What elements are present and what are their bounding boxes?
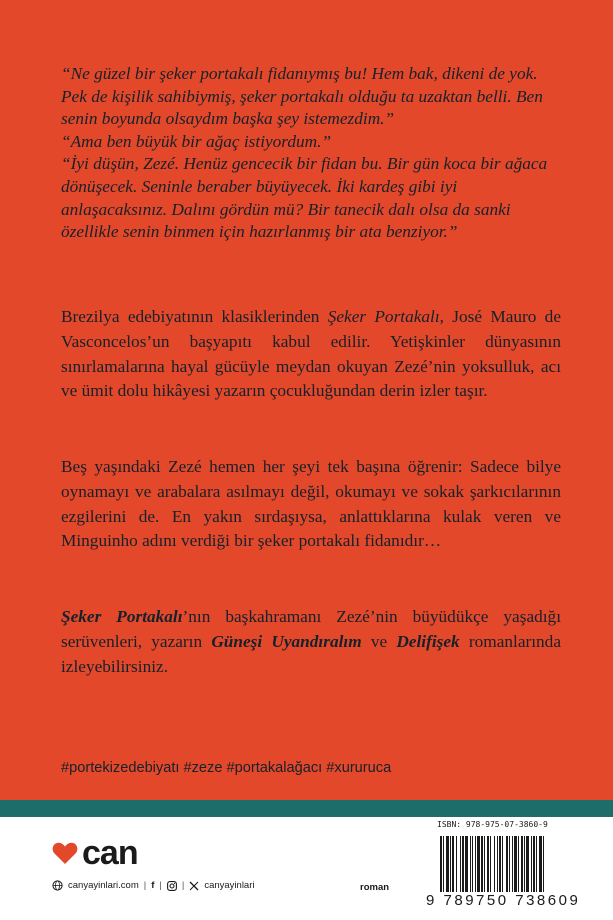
p1-book-title: Şeker Portakalı <box>327 307 440 326</box>
isbn-label: ISBN: 978-975-07-3860-9 <box>437 820 548 829</box>
p3-text-a: ’nın başkahramanı Zezé’nin büyüdükçe yaşadığı serüvenleri, yazarın <box>61 607 561 651</box>
barcode-bar <box>481 836 483 892</box>
social-handle[interactable]: canyayinlari <box>204 880 255 891</box>
barcode-bar <box>487 836 489 892</box>
barcode-bar <box>472 836 473 892</box>
barcode-bar <box>477 836 480 892</box>
isbn-digits: 9 789750 738609 <box>426 892 581 909</box>
barcode-bar <box>456 836 457 892</box>
barcode-bar <box>512 836 513 892</box>
instagram-icon[interactable] <box>167 881 177 891</box>
p3-book-title-2: Güneşi Uyandıralım <box>211 631 362 651</box>
barcode-bar <box>446 836 449 892</box>
barcode <box>438 836 588 896</box>
barcode-bar <box>475 836 476 892</box>
teal-band <box>0 800 613 817</box>
barcode-bar <box>470 836 471 892</box>
description-paragraph-3 <box>61 605 561 679</box>
barcode-bar <box>526 836 529 892</box>
barcode-bar <box>533 836 535 892</box>
p1-text-b: , José Mauro de Vasconcelos’un başyapıtı kabul edilir. Yetişkinler dünyasının sınırlamalarına hayal gücüyle meydan okuyan Zezé’nin yoksulluk, acı ve ümit dolu hikâyesi yazarın çocukluğundan derin izler taşır. <box>61 307 561 401</box>
globe-icon <box>52 880 63 891</box>
website-link[interactable]: canyayinlari.com <box>68 880 139 891</box>
barcode-bar <box>531 836 532 892</box>
barcode-bar <box>443 836 444 892</box>
separator: | <box>159 880 162 891</box>
barcode-bar <box>484 836 485 892</box>
barcode-bar <box>499 836 501 892</box>
barcode-bar <box>539 836 542 892</box>
quote-line-1: “Ne güzel bir şeker portakalı fidanıymış bu! Hem bak, dikeni de yok. Pek de kişilik sahibiymiş, şeker portakalı olduğu ta uzaktan belli. Ben senin boyunda olsaydım başka şey istemezdim.” <box>61 64 543 129</box>
publisher-logo-text: can <box>82 834 138 872</box>
barcode-bar <box>462 836 464 892</box>
p3-book-title-1: Şeker Portakalı <box>61 607 183 626</box>
barcode-bar <box>521 836 523 892</box>
barcode-bar <box>502 836 503 892</box>
heart-icon <box>52 841 78 865</box>
quote-line-2: “Ama ben büyük bir ağaç istiyordum.” <box>61 131 332 151</box>
barcode-bar <box>509 836 510 892</box>
barcode-bar <box>524 836 525 892</box>
description-paragraph-1 <box>61 305 561 404</box>
p3-text-c: romanlarında izleyebilirsiniz. <box>61 631 561 676</box>
description-paragraph-2: Beş yaşındaki Zezé hemen her şeyi tek başına öğrenir: Sadece bilye oynamayı ve arabalara asılmayı değil, okumayı ve sokak şarkıcılarının ezgilerini de. En yakın sırdaşıysa, anlattıklarına kulak veren ve Minguinho adını verdiği bir şeker portakalı fidanıdır… <box>61 457 561 551</box>
barcode-bar <box>506 836 508 892</box>
barcode-bar <box>440 836 442 892</box>
quote-block <box>61 63 561 244</box>
barcode-bar <box>518 836 519 892</box>
p1-text-a: Brezilya edebiyatının klasiklerinden <box>61 307 328 326</box>
barcode-bar <box>536 836 537 892</box>
publisher-footer <box>52 880 255 891</box>
barcode-bar <box>543 836 544 892</box>
separator: | <box>143 880 147 891</box>
p3-book-title-3: Delifişek <box>396 631 460 651</box>
p3-text-b: ve <box>361 631 397 651</box>
facebook-icon[interactable]: f <box>151 880 155 891</box>
genre-label: roman <box>360 882 390 893</box>
x-icon[interactable] <box>189 881 199 891</box>
barcode-bar <box>494 836 495 892</box>
barcode-bar <box>452 836 454 892</box>
quote-line-3: “İyi düşün, Zezé. Henüz gencecik bir fidan bu. Bir gün koca bir ağaca dönüşecek. Seninle beraber büyüyecek. İki kardeş gibi iyi anlaşacaksınız. Dalını gördün mü? Bir tanecik dalı olsa da sanki özellikle senin binmen için hazırlanmış bir ata benziyor.” <box>61 154 548 242</box>
barcode-bar <box>460 836 461 892</box>
publisher-logo <box>52 836 138 870</box>
barcode-bar <box>450 836 451 892</box>
barcode-bar <box>465 836 468 892</box>
barcode-bar <box>514 836 517 892</box>
hashtags: #portekizedebiyatı #zeze #portakalağacı #xururuca <box>61 760 392 776</box>
barcode-bar <box>497 836 498 892</box>
separator: | <box>181 880 185 891</box>
barcode-bar <box>490 836 491 892</box>
